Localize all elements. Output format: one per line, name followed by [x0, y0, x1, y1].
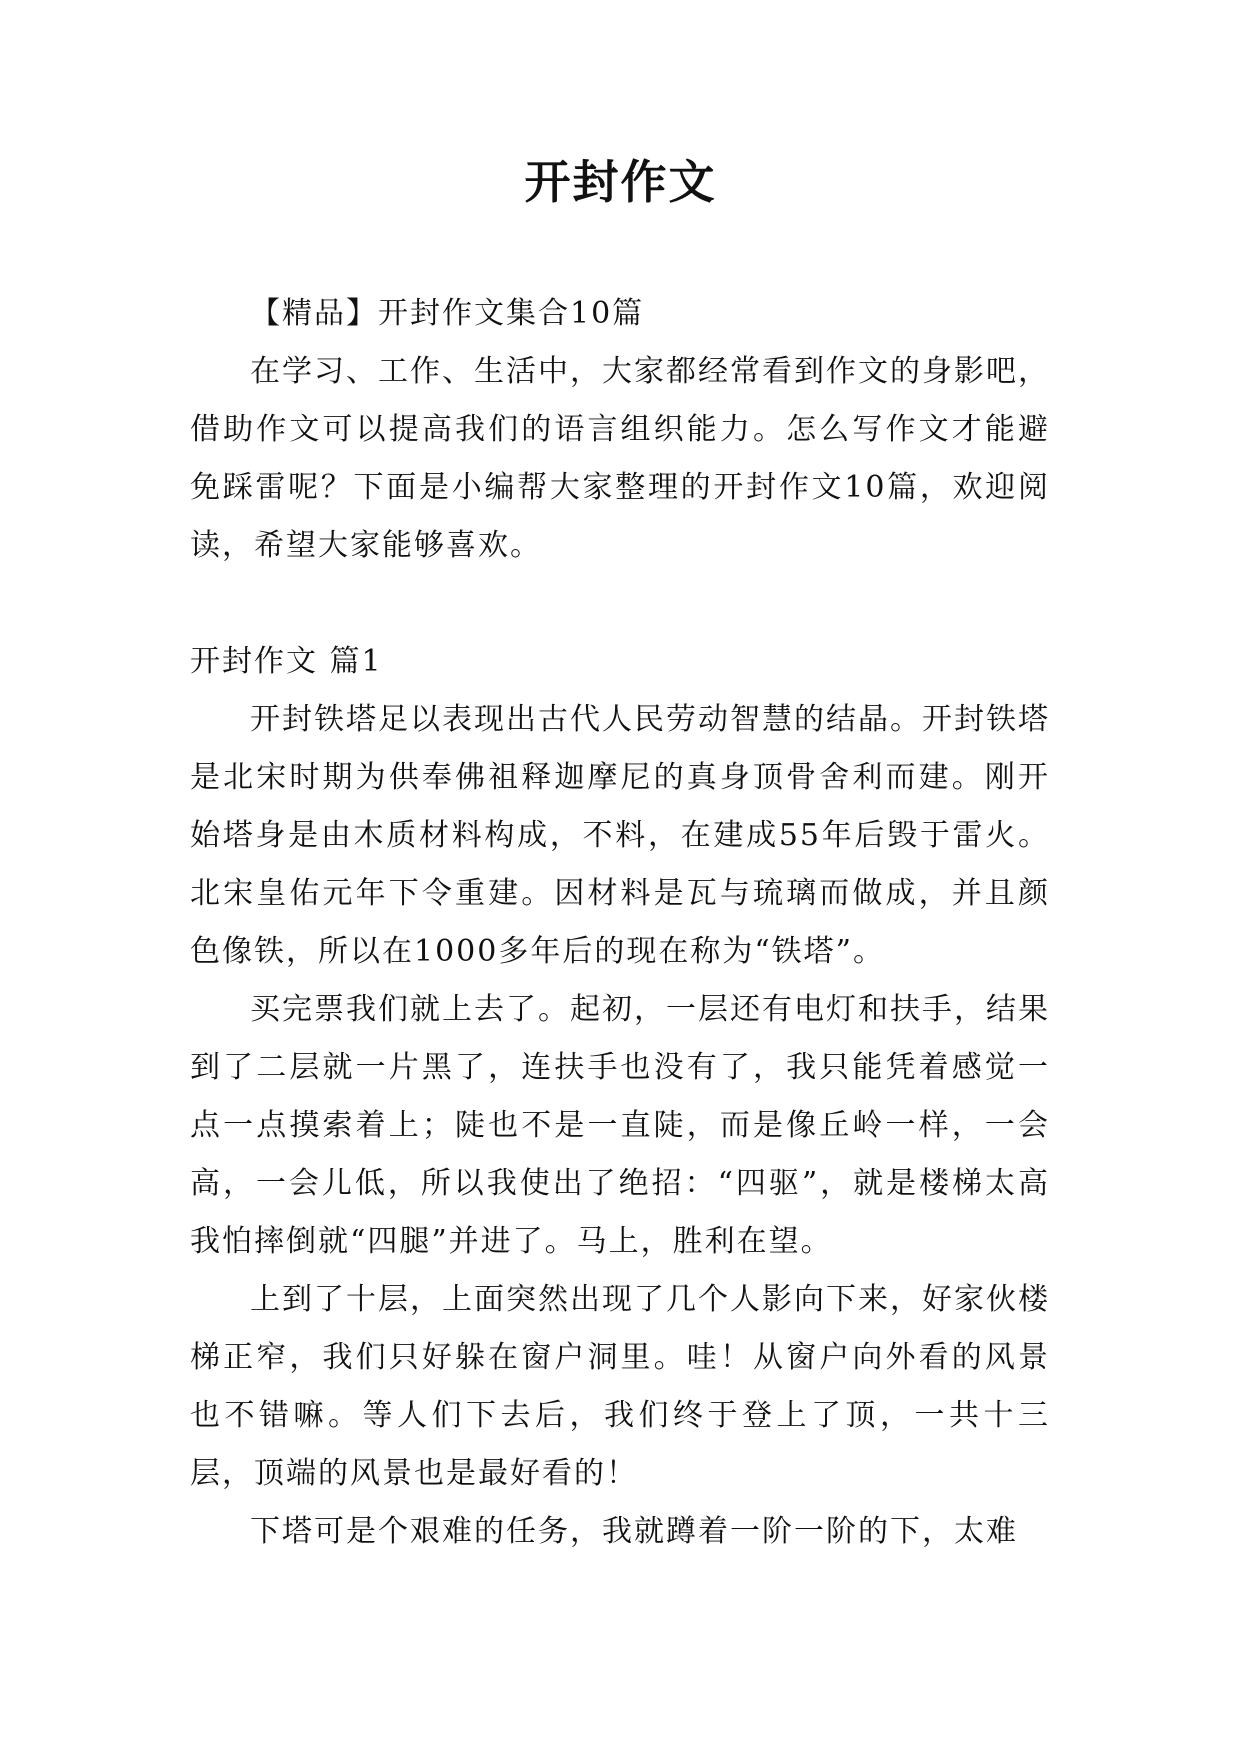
- section-spacer: [190, 575, 1050, 633]
- body-paragraph: 买完票我们就上去了。起初，一层还有电灯和扶手，结果到了二层就一片黑了，连扶手也没有了，我只能凭着感觉一点一点摸索着上；陡也不是一直陡，而是像丘岭一样，一会高，一会儿低，所以我使出了绝招：“四驱”，就是楼梯太高我怕摔倒就“四腿”并进了。马上，胜利在望。: [190, 992, 1050, 1259]
- document-title: 开封作文: [524, 155, 717, 209]
- document-body: [190, 285, 1050, 1561]
- section-heading: 开封作文 篇1: [190, 644, 383, 679]
- body-paragraph: 上到了十层，上面突然出现了几个人影向下来，好家伙楼梯正窄，我们只好躲在窗户洞里。哇！从窗户向外看的风景也不错嘛。等人们下去后，我们终于登上了顶，一共十三层，顶端的风景也是最好看的！: [190, 1282, 1050, 1491]
- intro-paragraph: 在学习、工作、生活中，大家都经常看到作文的身影吧，借助作文可以提高我们的语言组织能力。怎么写作文才能避免踩雷呢？下面是小编帮大家整理的开封作文10篇，欢迎阅读，希望大家能够喜欢。: [190, 354, 1050, 563]
- body-paragraph: 下塔可是个艰难的任务，我就蹲着一阶一阶的下，太难: [250, 1514, 1018, 1549]
- document-subtitle: 【精品】开封作文集合10篇: [250, 296, 645, 331]
- body-paragraph: 开封铁塔足以表现出古代人民劳动智慧的结晶。开封铁塔是北宋时期为供奉佛祖释迦摩尼的真身顶骨舍利而建。刚开始塔身是由木质材料构成，不料，在建成55年后毁于雷火。北宋皇佑元年下令重建。因材料是瓦与琉璃而做成，并且颜色像铁，所以在1000多年后的现在称为“铁塔”。: [190, 702, 1050, 969]
